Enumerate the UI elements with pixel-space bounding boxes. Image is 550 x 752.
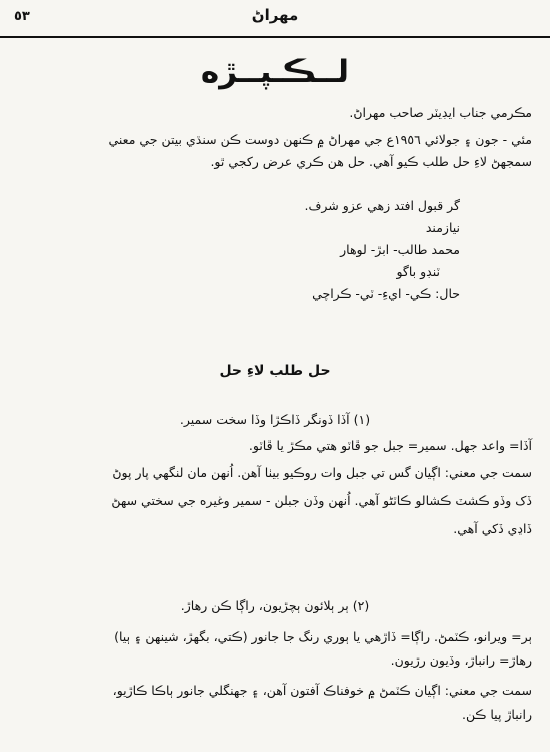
verse-1-heading: (١) آڏا ڏونگر ڏاڪڙا وڏا سخت سمير. [179,412,371,427]
verse-2-gloss-2: رهاڙ= رانباڙ، وڏيون رڙيون. [390,653,532,668]
closing-signoff: نيازمند [425,220,460,235]
verse-1-meaning-2: ڏک وڏو ڪشٽ ڪشالو ڪاٽڻو آهي. اُنهن وڏن جبلن - سمير وغيره جي سختي سهڻ [111,493,532,508]
verse-2-meaning-1: سمت جي معني: اڳيان ڪٽمڻ ۾ خوفناڪ آفتون آهن، ۽ جهنگلي جانور ٻاڪا ڪاڙيو، [112,683,532,698]
verse-2-heading: (٢) ٻر ٻلائون ٻچڙيون، راڳا ڪن رهاڙ. [180,598,370,613]
author-address: حال: ڪي- ايءِ- ٽي- ڪراچي [312,286,460,301]
page-header [0,0,550,44]
article-title: لــڪـپــڙه [200,54,350,90]
section-title: حل طلب لاءِ حل [219,363,331,379]
author-name: محمد طالب- ابڙ- لوهار [340,242,460,257]
salutation: مڪرمي جناب ايڊيٽر صاحب مهراڻ. [349,105,532,120]
author-place: ٽنڊو باگو [396,264,440,279]
letter-line-1: مئي - جون ۽ جولائي ١٩٥٦ع جي مهراڻ ۾ ڪنهن دوست ڪن سنڌي بيتن جي معني [108,132,532,147]
verse-2-gloss-1: ٻر= ويرانو، ڪٽمڻ. راڳا= ڏاڙهي يا ٻوري رنگ جا جانور (ڪتي، بگهڙ، شينهن ۽ ٻيا) [114,629,532,644]
verse-1-gloss: آڏا= واعد جهل. سمير= جبل جو ڦاٽو هتي مڪڙ يا ڦاٽو. [248,438,532,453]
letter-line-2: سمجهڻ لاءِ حل طلب ڪيو آهي. حل هن ڪري عرض رکجي ٿو. [210,154,532,169]
verse-1-meaning-1: سمت جي معني: اڳيان گس تي جبل وات روڪيو بيٺا آهن. اُنهن مان لنگهي پار پوڻ [112,465,532,480]
closing-phrase: گر قبول افتد زهي عزو شرف. [304,198,460,213]
running-title: مهراڻ [251,6,299,24]
verse-2-meaning-2: رانباڙ پيا ڪن. [462,707,532,722]
page-number: ٥٣ [14,9,30,24]
header-rule [0,36,550,38]
verse-1-meaning-3: ڏاڍي ڏکي آهي. [453,521,532,536]
